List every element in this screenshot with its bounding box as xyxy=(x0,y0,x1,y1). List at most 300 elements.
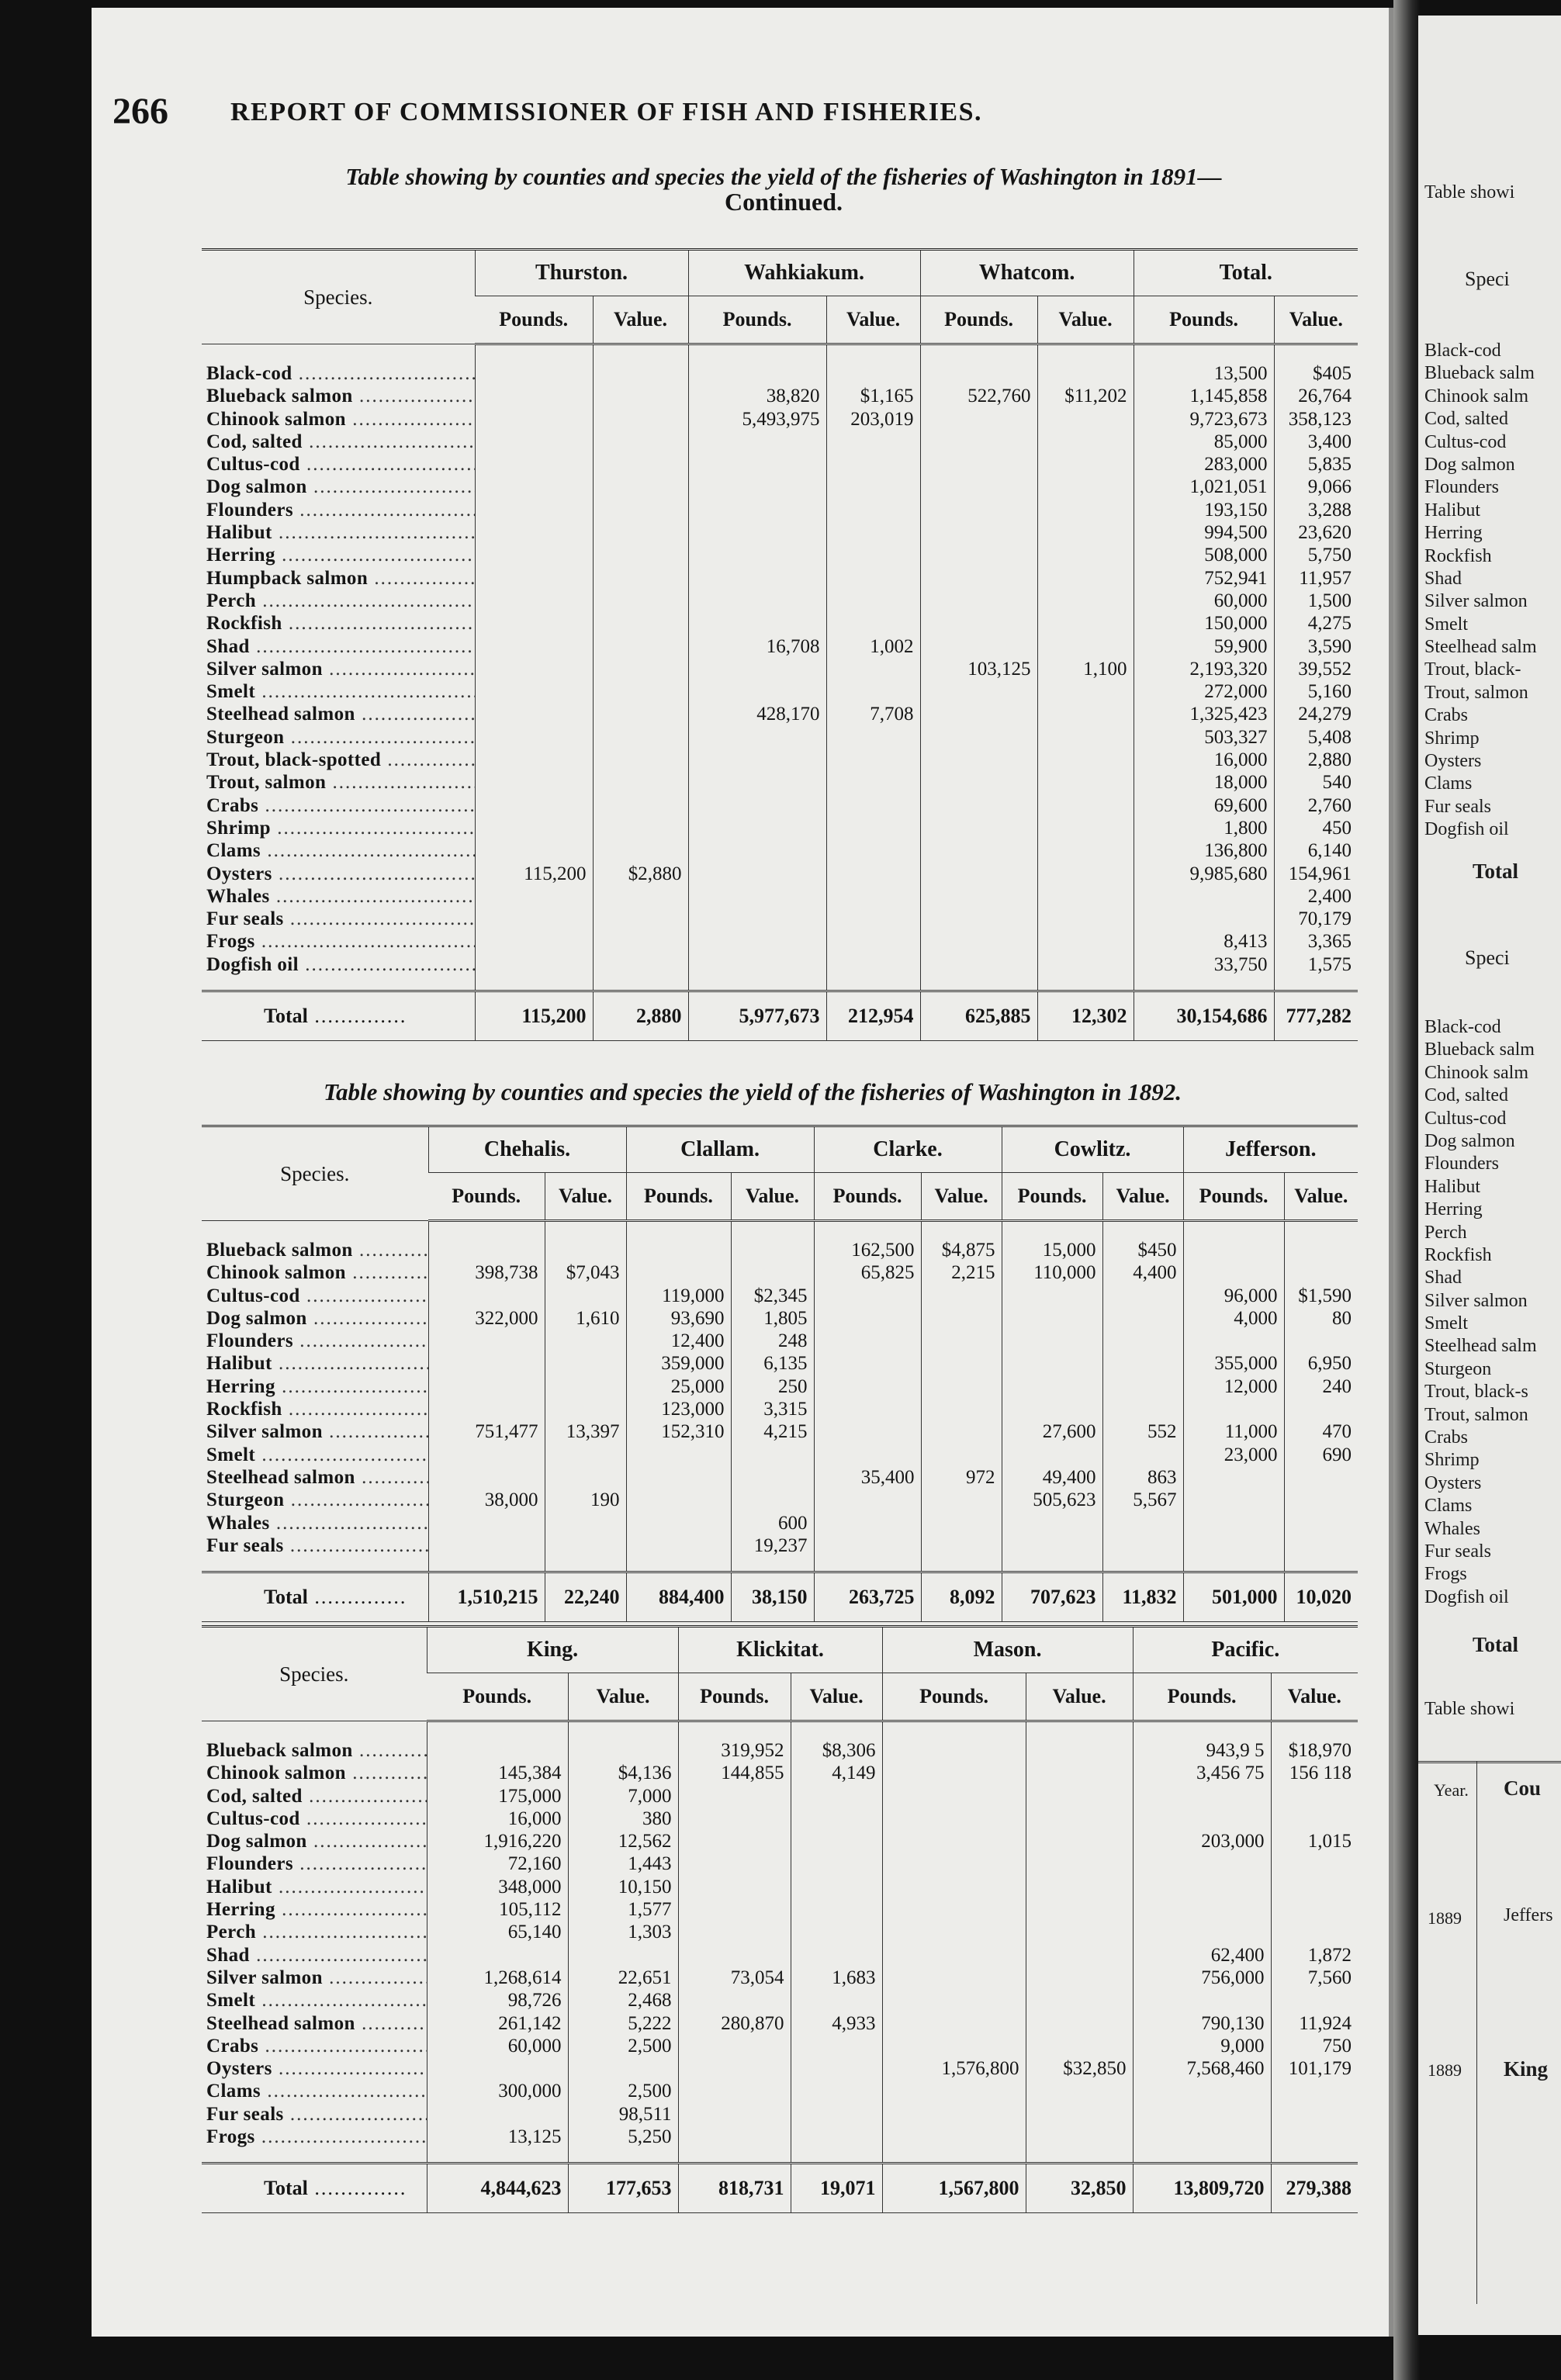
table-cell xyxy=(882,1898,1026,1921)
table-cell xyxy=(1271,2103,1358,2126)
spacer-cell xyxy=(1102,1557,1183,1572)
table-cell xyxy=(731,1489,814,1511)
value-column-header: Value. xyxy=(1026,1673,1133,1721)
total-cell: 38,150 xyxy=(731,1572,814,1622)
table-cell xyxy=(678,1944,791,1967)
table-cell xyxy=(688,612,826,635)
table-cell: $8,306 xyxy=(791,1721,882,1763)
table-1891-continued xyxy=(202,248,1358,1041)
table-cell: 508,000 xyxy=(1134,544,1274,566)
table-cell: 1,577 xyxy=(568,1898,678,1921)
table-cell xyxy=(1037,726,1134,749)
table-cell xyxy=(1026,2012,1133,2035)
species-cell: Frogs ..... xyxy=(202,2126,427,2148)
table-cell xyxy=(545,1534,626,1557)
table-cell: 1,145,858 xyxy=(1134,385,1274,407)
total-cell: 13,809,720 xyxy=(1133,2164,1271,2213)
facing-total-1: Total xyxy=(1473,860,1519,883)
value-column-header: Value. xyxy=(921,1173,1002,1221)
species-header: Species. xyxy=(202,1126,428,1221)
table-row xyxy=(202,839,1358,862)
species-cell: Smelt ..... xyxy=(202,680,475,703)
table-cell: 24,279 xyxy=(1274,703,1358,725)
table-cell xyxy=(1271,1898,1358,1921)
table-cell: 19,237 xyxy=(731,1534,814,1557)
spacer-cell xyxy=(593,976,688,991)
table-cell: 690 xyxy=(1284,1444,1358,1466)
table-cell xyxy=(1026,1830,1133,1852)
species-cell: Flounders ..... xyxy=(202,1852,427,1875)
table-cell: 261,142 xyxy=(427,2012,568,2035)
table-cell xyxy=(1037,839,1134,862)
table-cell: 280,870 xyxy=(678,2012,791,2035)
table-cell xyxy=(1133,1989,1271,2012)
table-cell: 10,150 xyxy=(568,1876,678,1898)
spacer-cell xyxy=(814,1557,921,1572)
table-cell: 72,160 xyxy=(427,1852,568,1875)
table-cell xyxy=(568,2057,678,2080)
pounds-column-header: Pounds. xyxy=(626,1173,731,1221)
table-row xyxy=(202,2035,1358,2057)
table-cell xyxy=(791,2035,882,2057)
table-cell: 3,400 xyxy=(1274,431,1358,453)
table-cell xyxy=(826,431,920,453)
table-cell xyxy=(1102,1352,1183,1375)
pounds-column-header: Pounds. xyxy=(1133,1673,1271,1721)
value-column-header: Value. xyxy=(1274,296,1358,344)
table-row xyxy=(202,1534,1358,1557)
table-cell xyxy=(593,408,688,431)
value-column-header: Value. xyxy=(791,1673,882,1721)
species-cell: Dog salmon ..... xyxy=(202,1830,427,1852)
table-cell: 2,193,320 xyxy=(1134,658,1274,680)
table-row xyxy=(202,431,1358,453)
county-header: Clarke. xyxy=(814,1126,1002,1173)
table-cell xyxy=(688,499,826,521)
table-row xyxy=(202,1876,1358,1898)
spacer-cell xyxy=(626,1557,731,1572)
pounds-column-header: Pounds. xyxy=(678,1673,791,1721)
table-cell: 863 xyxy=(1102,1466,1183,1489)
table-cell xyxy=(882,2012,1026,2035)
running-title: REPORT OF COMMISSIONER OF FISH AND FISHERIES. xyxy=(230,98,983,126)
facing-year-1: 1889 xyxy=(1428,1908,1462,1928)
table-cell xyxy=(814,1489,921,1511)
pounds-column-header: Pounds. xyxy=(1134,296,1274,344)
table-cell: 5,493,975 xyxy=(688,408,826,431)
species-cell: Shrimp ..... xyxy=(202,817,475,839)
table-cell xyxy=(427,1721,568,1763)
table-cell: 175,000 xyxy=(427,1785,568,1807)
table-cell xyxy=(921,1512,1002,1534)
table-cell xyxy=(475,476,593,498)
table-cell: 150,000 xyxy=(1134,612,1274,635)
table-cell: 60,000 xyxy=(427,2035,568,2057)
table-row xyxy=(202,1967,1358,1989)
facing-species-item: Shrimp xyxy=(1424,1450,1480,1471)
table-cell xyxy=(1037,908,1134,930)
species-cell: Silver salmon ..... xyxy=(202,1967,427,1989)
table-cell xyxy=(428,1534,545,1557)
table-cell: 190 xyxy=(545,1489,626,1511)
table-cell: 12,400 xyxy=(626,1330,731,1352)
table-cell xyxy=(688,953,826,976)
table-cell xyxy=(1102,1330,1183,1352)
table-cell: 2,500 xyxy=(568,2035,678,2057)
spacer-cell xyxy=(1037,976,1134,991)
table-cell xyxy=(921,1534,1002,1557)
table-cell xyxy=(1037,612,1134,635)
table-cell xyxy=(593,544,688,566)
table-cell xyxy=(1133,1852,1271,1875)
table-cell xyxy=(428,1398,545,1420)
table-cell xyxy=(1037,885,1134,908)
table-cell: 16,000 xyxy=(1134,749,1274,771)
table-cell xyxy=(1271,1807,1358,1830)
county-header: Jefferson. xyxy=(1183,1126,1358,1173)
table-cell: 250 xyxy=(731,1375,814,1398)
facing-species-item: Clams xyxy=(1424,773,1473,794)
table-cell xyxy=(678,2035,791,2057)
table-cell xyxy=(475,953,593,976)
table-row xyxy=(202,544,1358,566)
facing-species-item: Silver salmon xyxy=(1424,591,1528,612)
table-cell: 12,000 xyxy=(1183,1375,1284,1398)
facing-species-item: Steelhead salm xyxy=(1424,1336,1537,1357)
table-cell xyxy=(1026,2080,1133,2102)
table-cell xyxy=(920,567,1037,590)
species-cell: Trout, salmon ..... xyxy=(202,771,475,794)
total-cell: 818,731 xyxy=(678,2164,791,2213)
table-cell xyxy=(1133,1876,1271,1898)
table-cell xyxy=(882,1944,1026,1967)
table-cell: 3,315 xyxy=(731,1398,814,1420)
table-body xyxy=(202,1221,1358,1572)
table-cell xyxy=(593,885,688,908)
table-cell xyxy=(791,1876,882,1898)
table-cell: 6,135 xyxy=(731,1352,814,1375)
species-cell: Cod, salted ..... xyxy=(202,1785,427,1807)
table-cell: 1,002 xyxy=(826,635,920,658)
species-cell: Cultus-cod ..... xyxy=(202,1285,428,1307)
table-cell xyxy=(1026,1852,1133,1875)
total-label: Total ..... xyxy=(202,1572,428,1622)
table-cell: 8,413 xyxy=(1134,930,1274,953)
table-cell: 2,400 xyxy=(1274,885,1358,908)
total-row xyxy=(202,2164,1358,2213)
table-cell: 152,310 xyxy=(626,1420,731,1443)
table-cell xyxy=(1133,1921,1271,1943)
table-cell xyxy=(1026,1807,1133,1830)
table-cell: 972 xyxy=(921,1466,1002,1489)
table-cell: 16,708 xyxy=(688,635,826,658)
table-cell xyxy=(826,476,920,498)
table-cell xyxy=(1284,1534,1358,1557)
table-row xyxy=(202,1261,1358,1284)
table-cell xyxy=(1037,567,1134,590)
table-row xyxy=(202,1466,1358,1489)
table-cell xyxy=(475,908,593,930)
table-cell xyxy=(475,612,593,635)
pounds-column-header: Pounds. xyxy=(814,1173,921,1221)
table-cell: 12,562 xyxy=(568,1830,678,1852)
table-cell xyxy=(593,930,688,953)
table-cell: 5,160 xyxy=(1274,680,1358,703)
total-label: Total ..... xyxy=(202,2164,427,2213)
table-cell xyxy=(568,1944,678,1967)
table-cell xyxy=(826,749,920,771)
species-cell: Chinook salmon ..... xyxy=(202,1261,428,1284)
table-cell xyxy=(545,1285,626,1307)
species-cell: Crabs ..... xyxy=(202,794,475,817)
table-cell xyxy=(688,863,826,885)
facing-species-item: Rockfish xyxy=(1424,545,1492,566)
table-cell xyxy=(882,1967,1026,1989)
facing-species-item: Flounders xyxy=(1424,477,1499,498)
facing-species-item: Crabs xyxy=(1424,705,1468,726)
species-cell: Flounders ..... xyxy=(202,1330,428,1352)
table-cell xyxy=(1002,1398,1102,1420)
table-cell xyxy=(475,885,593,908)
table-cell xyxy=(882,1989,1026,2012)
table-cell xyxy=(1037,817,1134,839)
table-cell xyxy=(593,635,688,658)
species-cell: Steelhead salmon ..... xyxy=(202,1466,428,1489)
table-cell xyxy=(626,1221,731,1262)
table-cell: 38,820 xyxy=(688,385,826,407)
table-cell xyxy=(826,794,920,817)
table-cell xyxy=(428,1375,545,1398)
table-cell xyxy=(428,1352,545,1375)
facing-species-item: Shad xyxy=(1424,568,1462,589)
table-cell xyxy=(688,771,826,794)
species-cell: Frogs ..... xyxy=(202,930,475,953)
facing-species-item: Cultus-cod xyxy=(1424,1108,1507,1129)
table-cell xyxy=(920,953,1037,976)
table-cell: $2,880 xyxy=(593,863,688,885)
table-cell: 348,000 xyxy=(427,1876,568,1898)
table-cell xyxy=(1102,1375,1183,1398)
table-cell: 1,100 xyxy=(1037,658,1134,680)
table-cell xyxy=(475,590,593,612)
table-cell: 11,000 xyxy=(1183,1420,1284,1443)
table-cell xyxy=(882,2080,1026,2102)
table-cell xyxy=(678,2080,791,2102)
table-row xyxy=(202,1921,1358,1943)
table-cell: 98,511 xyxy=(568,2103,678,2126)
table-cell xyxy=(920,885,1037,908)
table-cell xyxy=(688,908,826,930)
table-cell xyxy=(1271,1921,1358,1943)
county-header: Pacific. xyxy=(1133,1627,1358,1673)
table-cell xyxy=(593,771,688,794)
table-cell xyxy=(921,1307,1002,1330)
table-cell xyxy=(593,567,688,590)
table-cell xyxy=(791,2080,882,2102)
table-cell xyxy=(475,385,593,407)
county-header: Wahkiakum. xyxy=(688,250,920,296)
species-cell: Herring ..... xyxy=(202,1375,428,1398)
species-cell: Steelhead salmon ..... xyxy=(202,703,475,725)
table-row xyxy=(202,1830,1358,1852)
table-cell xyxy=(593,839,688,862)
species-cell: Cod, salted ..... xyxy=(202,431,475,453)
total-cell: 1,510,215 xyxy=(428,1572,545,1622)
facing-species-item: Sturgeon xyxy=(1424,1358,1492,1379)
facing-species-item: Halibut xyxy=(1424,500,1480,521)
table-cell xyxy=(1183,1534,1284,1557)
table-cell xyxy=(1133,1785,1271,1807)
table-cell xyxy=(1133,1807,1271,1830)
table-cell: $405 xyxy=(1274,344,1358,386)
table-cell xyxy=(1037,408,1134,431)
table-row xyxy=(202,908,1358,930)
table-cell: 105,112 xyxy=(427,1898,568,1921)
table-row xyxy=(202,2080,1358,2102)
table-cell xyxy=(814,1285,921,1307)
table-cell xyxy=(921,1489,1002,1511)
table-cell: 2,760 xyxy=(1274,794,1358,817)
spacer-cell xyxy=(202,1557,428,1572)
spacer-cell xyxy=(545,1557,626,1572)
table-cell: 355,000 xyxy=(1183,1352,1284,1375)
table-cell xyxy=(882,1721,1026,1763)
species-cell: Halibut ..... xyxy=(202,1352,428,1375)
total-cell: 32,850 xyxy=(1026,2164,1133,2213)
table-cell: 27,600 xyxy=(1002,1420,1102,1443)
total-cell: 8,092 xyxy=(921,1572,1002,1622)
table-cell: 23,000 xyxy=(1183,1444,1284,1466)
spacer-cell xyxy=(1026,2148,1133,2164)
table-cell xyxy=(791,2057,882,2080)
spacer-cell xyxy=(1284,1557,1358,1572)
table-cell xyxy=(882,1852,1026,1875)
table-cell: 49,400 xyxy=(1002,1466,1102,1489)
table-cell: $4,875 xyxy=(921,1221,1002,1262)
total-cell: 625,885 xyxy=(920,991,1037,1041)
table-cell: 7,708 xyxy=(826,703,920,725)
table-cell xyxy=(1183,1512,1284,1534)
table-cell xyxy=(791,1785,882,1807)
table-cell xyxy=(1133,2103,1271,2126)
table-cell xyxy=(1037,590,1134,612)
table-cell xyxy=(1002,1285,1102,1307)
pounds-column-header: Pounds. xyxy=(475,296,593,344)
species-cell: Halibut ..... xyxy=(202,1876,427,1898)
table-cell xyxy=(826,908,920,930)
total-cell: 884,400 xyxy=(626,1572,731,1622)
table-cell xyxy=(428,1444,545,1466)
table-cell xyxy=(593,453,688,476)
table-cell xyxy=(475,839,593,862)
table-cell: 1,021,051 xyxy=(1134,476,1274,498)
table-cell: 18,000 xyxy=(1134,771,1274,794)
table-cell: 193,150 xyxy=(1134,499,1274,521)
table-cell: 750 xyxy=(1271,2035,1358,2057)
species-cell: Perch ..... xyxy=(202,590,475,612)
table-cell xyxy=(1183,1221,1284,1262)
table-cell xyxy=(1284,1221,1358,1262)
spacer-cell xyxy=(921,1557,1002,1572)
table-row xyxy=(202,1352,1358,1375)
table-cell: 13,125 xyxy=(427,2126,568,2148)
table-cell xyxy=(814,1330,921,1352)
table-cell xyxy=(826,771,920,794)
table-row xyxy=(202,726,1358,749)
table-cell xyxy=(814,1512,921,1534)
total-cell: 11,832 xyxy=(1102,1572,1183,1622)
table-cell xyxy=(1284,1512,1358,1534)
table-cell: 101,179 xyxy=(1271,2057,1358,2080)
species-cell: Crabs ..... xyxy=(202,2035,427,2057)
table-cell xyxy=(791,1989,882,2012)
table-cell xyxy=(791,1807,882,1830)
table-cell xyxy=(1037,703,1134,725)
facing-county-header: Cou xyxy=(1504,1776,1542,1800)
table-row xyxy=(202,1444,1358,1466)
table-cell: 7,568,460 xyxy=(1133,2057,1271,2080)
total-cell: 4,844,623 xyxy=(427,2164,568,2213)
table-cell xyxy=(826,863,920,885)
table-cell xyxy=(545,1512,626,1534)
table-cell xyxy=(1037,344,1134,386)
facing-species-item: Shrimp xyxy=(1424,728,1480,749)
table-cell xyxy=(814,1375,921,1398)
table-cell xyxy=(1183,1330,1284,1352)
species-cell: Cultus-cod ..... xyxy=(202,1807,427,1830)
spacer-cell xyxy=(678,2148,791,2164)
table-cell: 2,500 xyxy=(568,2080,678,2102)
total-row xyxy=(202,991,1358,1041)
table-cell xyxy=(1102,1398,1183,1420)
table-cell: $32,850 xyxy=(1026,2057,1133,2080)
table-cell: 751,477 xyxy=(428,1420,545,1443)
table-cell xyxy=(1002,1375,1102,1398)
table-cell: $11,202 xyxy=(1037,385,1134,407)
value-column-header: Value. xyxy=(1037,296,1134,344)
species-header: Species. xyxy=(202,1627,427,1721)
table-cell xyxy=(568,1721,678,1763)
table-cell: 13,500 xyxy=(1134,344,1274,386)
table-cell xyxy=(1026,1762,1133,1784)
table-cell: 73,054 xyxy=(678,1967,791,1989)
pounds-column-header: Pounds. xyxy=(882,1673,1026,1721)
table-cell xyxy=(920,839,1037,862)
table-cell xyxy=(475,703,593,725)
table-row xyxy=(202,749,1358,771)
book-gutter xyxy=(1393,0,1420,2380)
table-cell xyxy=(731,1261,814,1284)
facing-species-item: Blueback salm xyxy=(1424,1040,1535,1060)
value-column-header: Value. xyxy=(545,1173,626,1221)
table-cell xyxy=(920,863,1037,885)
table-cell: 4,933 xyxy=(791,2012,882,2035)
table-cell xyxy=(593,590,688,612)
table-cell xyxy=(428,1330,545,1352)
table-cell xyxy=(791,1944,882,1967)
table-cell xyxy=(626,1512,731,1534)
table-row xyxy=(202,1852,1358,1875)
species-cell: Fur seals ..... xyxy=(202,908,475,930)
table-cell xyxy=(1037,544,1134,566)
table-cell xyxy=(920,499,1037,521)
table-cell xyxy=(545,1352,626,1375)
species-cell: Herring ..... xyxy=(202,1898,427,1921)
county-header: King. xyxy=(427,1627,678,1673)
table-cell xyxy=(1271,1876,1358,1898)
table-cell: 16,000 xyxy=(427,1807,568,1830)
species-cell: Dog salmon ..... xyxy=(202,476,475,498)
